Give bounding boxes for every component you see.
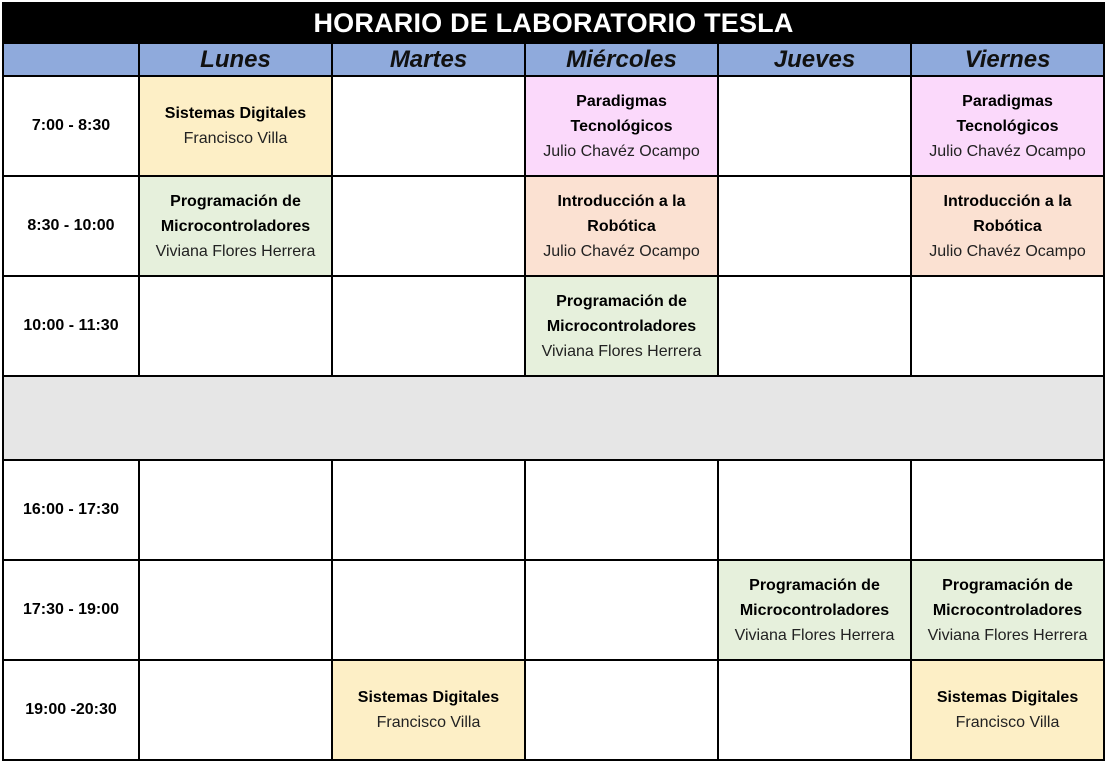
time-slot-label: 16:00 - 17:30 <box>3 460 139 560</box>
empty-slot <box>718 176 911 276</box>
schedule-sheet <box>2 2 1103 761</box>
course-name: Introducción a la Robótica <box>943 192 1072 235</box>
empty-slot <box>139 660 332 760</box>
class-slot <box>332 660 525 760</box>
day-header-jueves: Jueves <box>718 43 911 76</box>
schedule-row <box>3 660 1104 760</box>
class-slot <box>911 660 1104 760</box>
time-slot-label: 7:00 - 8:30 <box>3 76 139 176</box>
time-slot-label: 17:30 - 19:00 <box>3 560 139 660</box>
empty-slot <box>718 76 911 176</box>
empty-slot <box>718 276 911 376</box>
class-slot <box>139 76 332 176</box>
teacher-name: Francisco Villa <box>183 130 288 147</box>
class-slot <box>718 560 911 660</box>
schedule-row <box>3 460 1104 560</box>
empty-slot <box>525 460 718 560</box>
teacher-name: Viviana Flores Herrera <box>734 626 895 644</box>
empty-slot <box>525 560 718 660</box>
class-slot <box>525 276 718 376</box>
class-slot <box>911 560 1104 660</box>
class-slot <box>525 76 718 176</box>
class-slot <box>525 176 718 276</box>
teacher-name: Julio Chavéz Ocampo <box>543 142 700 160</box>
course-name: Sistemas Digitales <box>164 105 307 122</box>
break-cell <box>3 376 1104 460</box>
course-name: Sistemas Digitales <box>936 689 1079 706</box>
time-slot-label: 19:00 -20:30 <box>3 660 139 760</box>
empty-slot <box>911 460 1104 560</box>
schedule-body <box>3 76 1104 760</box>
empty-slot <box>332 460 525 560</box>
course-name: Paradigmas Tecnológicos <box>570 92 673 135</box>
teacher-name: Julio Chavéz Ocampo <box>929 142 1086 160</box>
course-name: Programación de Microcontroladores <box>739 576 890 619</box>
course-name: Programación de Microcontroladores <box>932 576 1083 619</box>
class-slot <box>911 176 1104 276</box>
time-slot-label: 10:00 - 11:30 <box>3 276 139 376</box>
teacher-name: Julio Chavéz Ocampo <box>543 242 700 260</box>
teacher-name: Viviana Flores Herrera <box>155 242 316 260</box>
schedule-row <box>3 76 1104 176</box>
empty-slot <box>139 460 332 560</box>
empty-slot <box>139 276 332 376</box>
corner-header-cell <box>3 43 139 76</box>
class-slot <box>139 176 332 276</box>
class-slot <box>911 76 1104 176</box>
day-header-viernes: Viernes <box>911 43 1104 76</box>
teacher-name: Julio Chavéz Ocampo <box>929 242 1086 260</box>
schedule-row <box>3 276 1104 376</box>
teacher-name: Francisco Villa <box>955 714 1060 731</box>
day-header-martes: Martes <box>332 43 525 76</box>
schedule-row <box>3 560 1104 660</box>
course-name: Programación de Microcontroladores <box>160 192 311 235</box>
teacher-name: Viviana Flores Herrera <box>927 626 1088 644</box>
empty-slot <box>718 460 911 560</box>
time-slot-label: 8:30 - 10:00 <box>3 176 139 276</box>
course-name: Programación de Microcontroladores <box>546 292 697 335</box>
empty-slot <box>525 660 718 760</box>
empty-slot <box>332 276 525 376</box>
empty-slot <box>911 276 1104 376</box>
schedule-title: HORARIO DE LABORATORIO TESLA <box>3 3 1104 43</box>
teacher-name: Viviana Flores Herrera <box>541 342 702 360</box>
schedule-row <box>3 176 1104 276</box>
course-name: Paradigmas Tecnológicos <box>956 92 1059 135</box>
day-header-lunes: Lunes <box>139 43 332 76</box>
teacher-name: Francisco Villa <box>376 714 481 731</box>
empty-slot <box>718 660 911 760</box>
schedule-table <box>2 2 1105 761</box>
empty-slot <box>332 560 525 660</box>
break-row <box>3 376 1104 460</box>
course-name: Sistemas Digitales <box>357 689 500 706</box>
empty-slot <box>332 176 525 276</box>
empty-slot <box>139 560 332 660</box>
course-name: Introducción a la Robótica <box>557 192 686 235</box>
empty-slot <box>332 76 525 176</box>
day-header-miercoles: Miércoles <box>525 43 718 76</box>
